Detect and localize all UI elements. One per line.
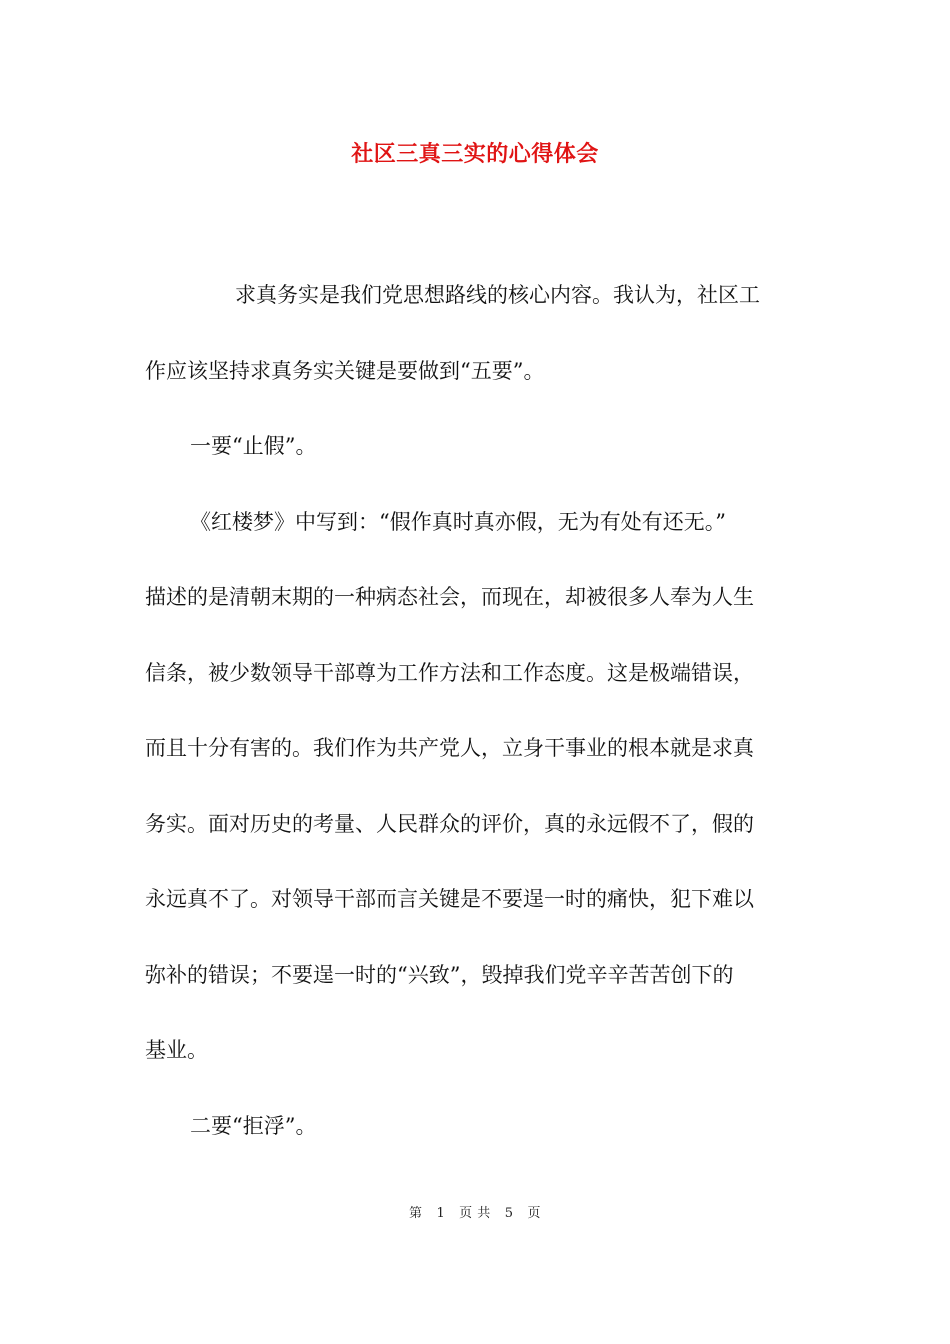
document-body xyxy=(145,276,817,1182)
body-line: 求真务实是我们党思想路线的核心内容。我认为，社区工 xyxy=(235,283,760,307)
body-line: 务实。面对历史的考量、人民群众的评价，真的永远假不了，假的 xyxy=(145,811,754,836)
page-footer xyxy=(0,1204,950,1224)
body-line: 作应该坚持求真务实关键是要做到“五要”。 xyxy=(145,358,545,383)
body-line: 永远真不了。对领导干部而言关键是不要逞一时的痛快，犯下难以 xyxy=(145,887,754,911)
body-line: 弥补的错误；不要逞一时的“兴致”，毁掉我们党辛辛苦苦创下的 xyxy=(145,962,734,987)
footer-suffix: 页 xyxy=(527,1206,541,1221)
footer-prefix: 第 xyxy=(409,1206,423,1221)
section-heading: 二要“拒浮”。 xyxy=(190,1113,317,1138)
footer-middle: 页 共 xyxy=(459,1206,491,1221)
section-heading: 一要“止假”。 xyxy=(190,434,317,458)
body-line: 描述的是清朝末期的一种病态社会，而现在，却被很多人奉为人生 xyxy=(145,585,754,609)
body-line: 《红楼梦》中写到：“假作真时真亦假，无为有处有还无。” xyxy=(190,509,726,534)
footer-current-page: 1 xyxy=(436,1206,446,1221)
body-line: 基业。 xyxy=(145,1038,208,1062)
body-line: 信条，被少数领导干部尊为工作方法和工作态度。这是极端错误， xyxy=(145,660,754,685)
footer-total-pages: 5 xyxy=(504,1206,514,1221)
body-line: 而且十分有害的。我们作为共产党人，立身干事业的根本就是求真 xyxy=(145,736,754,760)
document-title: 社区三真三实的心得体会 xyxy=(351,141,599,167)
